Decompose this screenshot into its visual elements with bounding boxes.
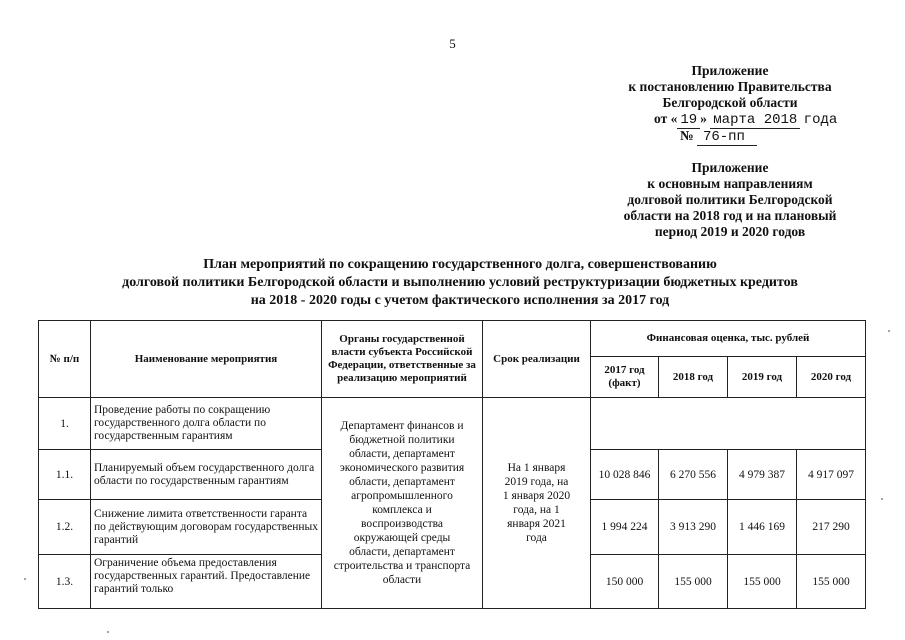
appendix1-line: Белгородской области	[662, 95, 798, 110]
value-2017: 1 994 224	[591, 500, 659, 555]
value-2018: 3 913 290	[659, 500, 728, 555]
row-name: Снижение лимита ответственности гаранта по действующим договорам государственных гарантий	[91, 500, 322, 555]
appendix1-line: Приложение	[691, 63, 769, 78]
number-value: 76-пп	[697, 129, 757, 146]
appendix-to-resolution	[600, 63, 860, 111]
appendix2-line: период 2019 и 2020 годов	[654, 224, 806, 239]
scan-speck	[881, 498, 883, 500]
header-2017: 2017 год (факт)	[591, 357, 659, 398]
plan-table	[38, 320, 866, 609]
number-prefix: №	[680, 128, 694, 143]
value-2019: 155 000	[728, 555, 797, 609]
value-2018: 155 000	[659, 555, 728, 609]
plan-title	[100, 256, 820, 310]
row-name: Ограничение объема предоставления государственных гарантий. Предоставление гарантий только	[91, 555, 322, 609]
appendix2-line: области на 2018 год и на плановый	[623, 208, 837, 223]
date-prefix: от «	[654, 111, 678, 126]
resolution-number	[680, 128, 757, 145]
appendix-to-debt-policy	[600, 160, 860, 240]
value-2017: 10 028 846	[591, 450, 659, 500]
row-no: 1.2.	[39, 500, 91, 555]
implementation-term: На 1 января 2019 года, на 1 января 2020 года, на 1 января 2021 года	[483, 398, 591, 609]
appendix2-line: долговой политики Белгородской	[627, 192, 833, 207]
value-2019: 4 979 387	[728, 450, 797, 500]
row-no: 1.3.	[39, 555, 91, 609]
row-name: Планируемый объем государственного долга области по государственным гарантиям	[91, 450, 322, 500]
header-financial: Финансовая оценка, тыс. рублей	[591, 321, 866, 357]
page-number: 5	[449, 36, 456, 51]
header-no: № п/п	[39, 321, 91, 398]
header-name: Наименование мероприятия	[91, 321, 322, 398]
header-2019: 2019 год	[728, 357, 797, 398]
value-2020: 4 917 097	[797, 450, 866, 500]
table-header-row	[39, 321, 866, 357]
date-mid: »	[700, 111, 707, 126]
responsible-bodies: Департамент финансов и бюджетной политики области, департамент экономического развития области, департамент агропромышленного комплекса и воспроизводства окружающей среды области, департамент строительства и транспорта области	[322, 398, 483, 609]
plan-title-line: долговой политики Белгородской области и выполнению условий реструктуризации бюджетных кредитов	[122, 275, 798, 290]
row-values-empty	[591, 398, 866, 450]
header-term: Срок реализации	[483, 321, 591, 398]
date-suffix: года	[803, 112, 838, 128]
header-2020: 2020 год	[797, 357, 866, 398]
plan-title-line: План мероприятий по сокращению государственного долга, совершенствованию	[203, 257, 717, 272]
appendix2-line: к основным направлениям	[647, 176, 813, 191]
appendix2-line: Приложение	[691, 160, 769, 175]
scan-speck	[107, 631, 109, 633]
scan-speck	[24, 578, 26, 580]
row-no: 1.1.	[39, 450, 91, 500]
row-name: Проведение работы по сокращению государственного долга области по государственным гарантиям	[91, 398, 322, 450]
header-2018: 2018 год	[659, 357, 728, 398]
header-org: Органы государственной власти субъекта Российской Федерации, ответственные за реализацию мероприятий	[322, 321, 483, 398]
table-row	[39, 398, 866, 450]
value-2020: 155 000	[797, 555, 866, 609]
date-day: 19	[677, 112, 700, 129]
resolution-date	[654, 111, 837, 128]
appendix1-line: к постановлению Правительства	[628, 79, 832, 94]
row-no: 1.	[39, 398, 91, 450]
plan-title-line: на 2018 - 2020 годы с учетом фактического исполнения за 2017 год	[250, 293, 670, 308]
value-2020: 217 290	[797, 500, 866, 555]
value-2019: 1 446 169	[728, 500, 797, 555]
value-2018: 6 270 556	[659, 450, 728, 500]
date-month-year: марта 2018	[710, 112, 800, 129]
scan-speck	[888, 330, 890, 332]
value-2017: 150 000	[591, 555, 659, 609]
